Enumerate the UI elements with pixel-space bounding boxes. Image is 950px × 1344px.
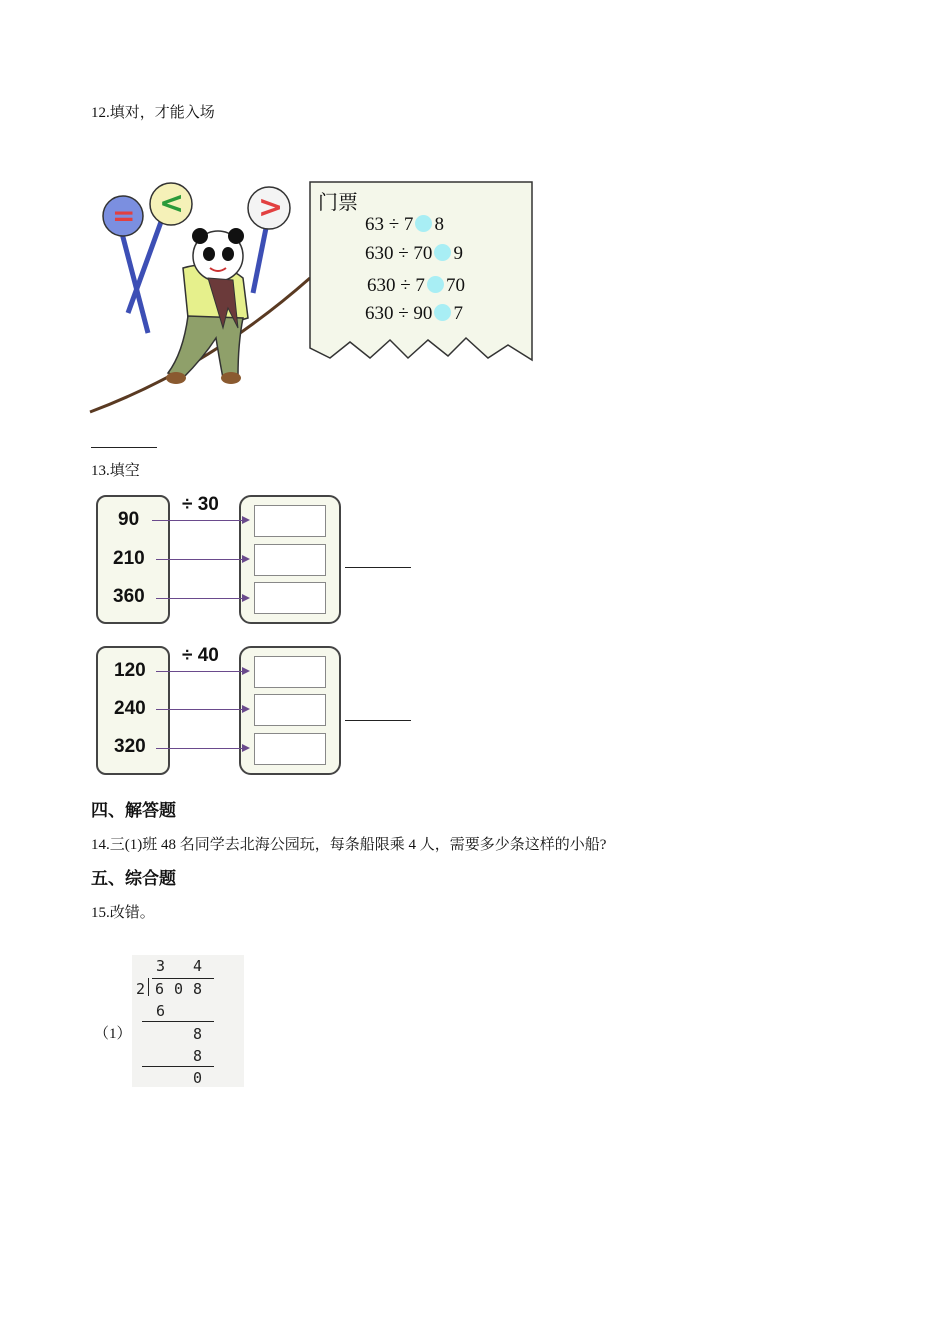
equation-right: 70 <box>445 275 465 296</box>
section-title: 五、综合题 <box>91 869 176 889</box>
divisor: 2 <box>136 980 146 998</box>
division-bar <box>152 978 214 979</box>
equation-left: 630 ÷ 70 <box>365 243 433 264</box>
less-than-sign: < <box>159 186 185 221</box>
input-number: 120 <box>114 660 146 681</box>
answer-blank[interactable] <box>91 447 157 448</box>
arrow <box>156 748 248 749</box>
ticket-equation <box>365 243 463 265</box>
ticket-equation <box>367 275 465 297</box>
dividend-digit: 0 <box>174 980 184 998</box>
arrow <box>152 520 248 521</box>
subtraction-line <box>142 1066 214 1067</box>
input-number: 90 <box>118 509 140 530</box>
operator-label: ÷ 40 <box>182 645 219 666</box>
answer-box[interactable] <box>254 694 326 726</box>
arrow <box>156 709 248 710</box>
equation-right: 9 <box>453 243 463 264</box>
question-13-title: 13.填空 <box>91 463 140 479</box>
arrow <box>156 598 248 599</box>
ticket-equation <box>365 303 463 325</box>
question-14-text: 14.三(1)班 48 名同学去北海公园玩，每条船限乘 4 人，需要多少条这样的小船? <box>91 837 607 853</box>
greater-than-sign: > <box>258 190 284 225</box>
ticket-equation <box>365 214 444 236</box>
input-number: 240 <box>114 698 146 719</box>
equation-right: 8 <box>434 214 444 235</box>
input-number: 210 <box>113 548 145 569</box>
equal-sign: = <box>112 199 136 232</box>
step-value: 6 <box>156 1002 166 1020</box>
answer-dot[interactable] <box>434 244 451 261</box>
equation-right: 7 <box>453 303 463 324</box>
arrow <box>156 671 248 672</box>
equation-left: 630 ÷ 90 <box>365 303 433 324</box>
answer-blank[interactable] <box>345 720 411 721</box>
ticket-title: 门票 <box>318 190 358 214</box>
subtraction-line <box>142 1021 214 1022</box>
question-12-title: 12.填对，才能入场 <box>91 105 215 121</box>
part-label: （1） <box>94 1026 132 1042</box>
equation-left: 630 ÷ 7 <box>367 275 425 296</box>
answer-box[interactable] <box>254 656 326 688</box>
step-value: 8 <box>193 1047 203 1065</box>
question-15-title: 15.改错。 <box>91 905 155 921</box>
arrow <box>156 559 248 560</box>
division-bracket <box>148 978 149 996</box>
answer-box[interactable] <box>254 733 326 765</box>
dividend-digit: 8 <box>193 980 203 998</box>
input-number: 320 <box>114 736 146 757</box>
remainder: 0 <box>193 1069 203 1087</box>
equation-left: 63 ÷ 7 <box>365 214 414 235</box>
answer-box[interactable] <box>254 544 326 576</box>
operator-label: ÷ 30 <box>182 494 219 515</box>
answer-dot[interactable] <box>427 276 444 293</box>
answer-dot[interactable] <box>434 304 451 321</box>
answer-dot[interactable] <box>415 215 432 232</box>
answer-blank[interactable] <box>345 567 411 568</box>
answer-box[interactable] <box>254 582 326 614</box>
dividend-digit: 6 <box>155 980 165 998</box>
step-value: 8 <box>193 1025 203 1043</box>
quotient-digit: 4 <box>193 957 203 975</box>
input-number: 360 <box>113 586 145 607</box>
answer-box[interactable] <box>254 505 326 537</box>
quotient-digit: 3 <box>156 957 166 975</box>
long-division-figure <box>132 955 244 1087</box>
section-title: 四、解答题 <box>91 801 176 821</box>
